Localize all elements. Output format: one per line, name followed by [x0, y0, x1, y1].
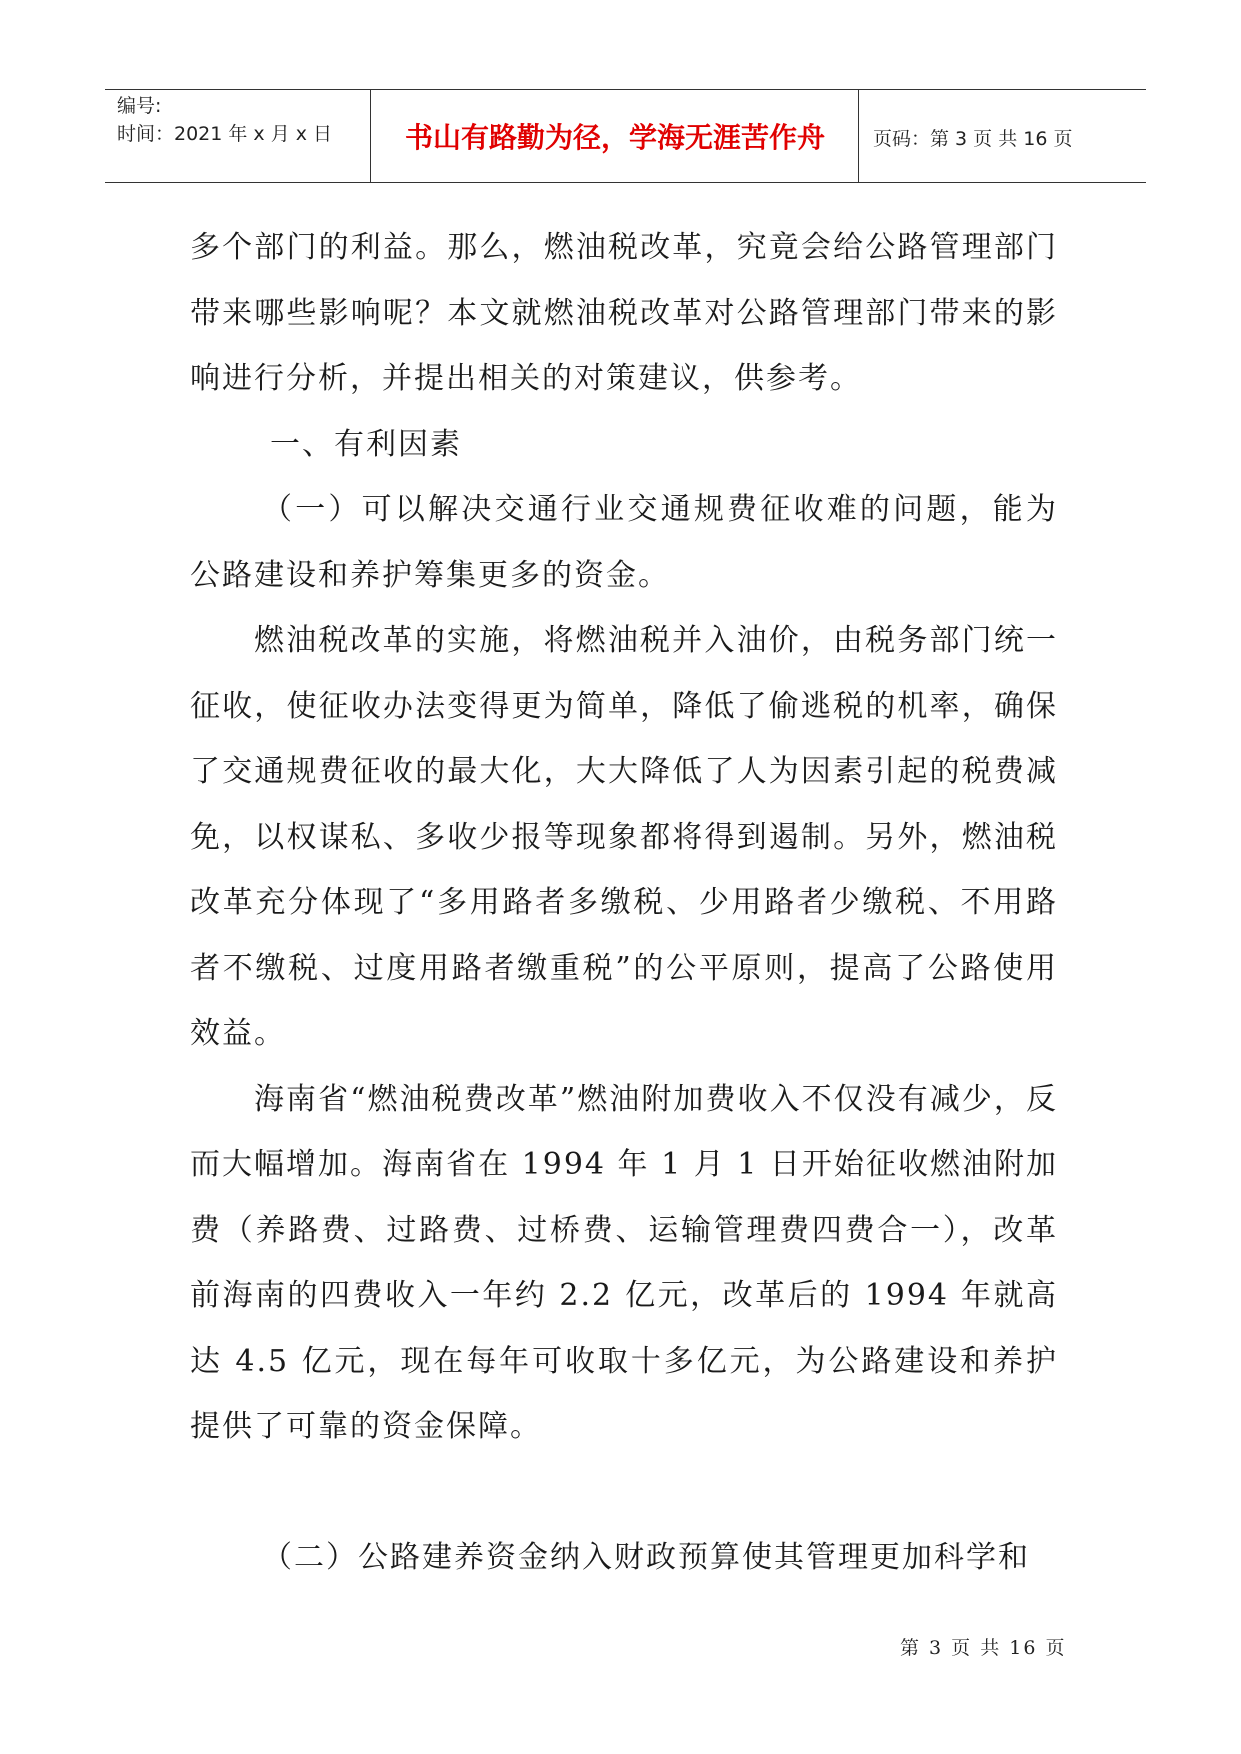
header-divider-left	[370, 89, 371, 183]
serial-label: 编号:	[117, 95, 162, 117]
section-heading: 一、有利因素	[270, 426, 462, 462]
header-divider-right	[858, 89, 859, 183]
header-bottom-rule	[105, 182, 1146, 183]
date-label: 时间：2021 年 x 月 x 日	[117, 123, 333, 145]
paragraph-intro: 多个部门的利益。那么，燃油税改革，究竟会给公路管理部门带来哪些影响呢？本文就燃油税改革对公路管理部门带来的影响进行分析，并提出相关的对策建议，供参考。	[190, 230, 1058, 396]
paragraph-hainan: 海南省“燃油税费改革”燃油附加费收入不仅没有减少，反而大幅增加。海南省在 1994 年 1 月 1 日开始征收燃油附加费（养路费、过路费、过桥费、运输管理费四费合一），改革前海南的四费收入一年约 2.2 亿元，改革后的 1994 年就高达 4.5 亿元，现在每年可收取十多亿元，为公路建设和养护提供了可靠的资金保障。	[190, 1081, 1058, 1444]
paragraph-fuel-tax: 燃油税改革的实施，将燃油税并入油价，由税务部门统一征收，使征收办法变得更为简单，降低了偷逃税的机率，确保了交通规费征收的最大化，大大降低了人为因素引起的税费减免，以权谋私、多收少报等现象都将得到遏制。另外，燃油税改革充分体现了“多用路者多缴税、少用路者少缴税、不用路者不缴税、过度用路者缴重税”的公平原则，提高了公路使用效益。	[190, 623, 1058, 1051]
subsection-heading-2: （二）公路建养资金纳入财政预算使其管理更加科学和	[262, 1539, 1030, 1575]
header-page-info: 页码：第 3 页 共 16 页	[873, 128, 1073, 150]
subsection-heading-1: （一）可以解决交通行业交通规费征收难的问题，能为公路建设和养护筹集更多的资金。	[190, 492, 1058, 593]
header-meta	[117, 92, 332, 148]
header-top-rule	[105, 89, 1146, 90]
header-motto: 书山有路勤为径，学海无涯苦作舟	[404, 121, 825, 154]
paragraph-gap	[190, 1460, 1058, 1525]
document-body	[190, 215, 1058, 1590]
page-footer: 第 3 页 共 16 页	[900, 1637, 1067, 1659]
